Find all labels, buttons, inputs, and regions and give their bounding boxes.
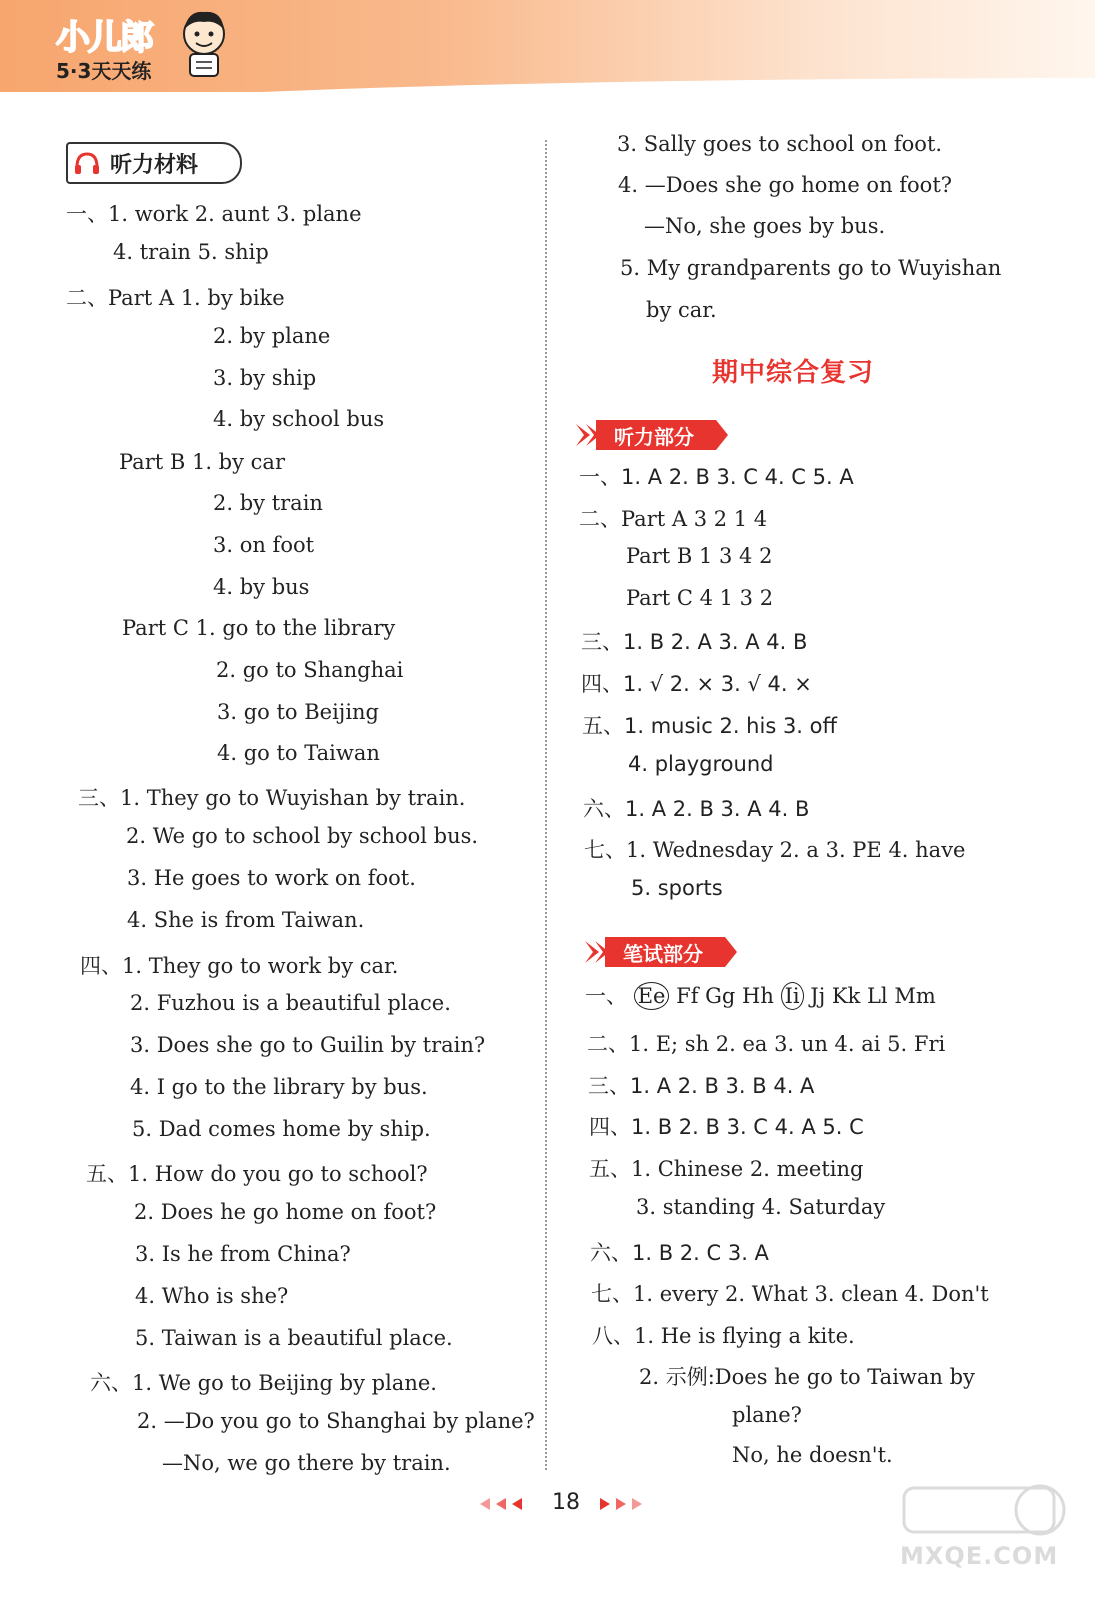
circled-letter: Ii	[781, 982, 804, 1010]
answer-line: 2. by train	[213, 491, 323, 515]
answer-line: 3. He goes to work on foot.	[127, 866, 416, 890]
answer-line: 二、Part A 3 2 1 4	[579, 507, 768, 531]
left-arrows-icon	[480, 1496, 530, 1512]
answer-line: 三、1. B 2. A 3. A 4. B	[581, 630, 808, 654]
column-divider	[545, 140, 547, 1470]
answer-line: —No, we go there by train.	[162, 1451, 451, 1475]
question-number: 一、	[585, 984, 627, 1008]
answer-line: 三、1. They go to Wuyishan by train.	[78, 786, 466, 810]
listening-section-label: 听力部分	[614, 425, 694, 449]
answer-line: plane?	[732, 1403, 802, 1427]
brand-logo	[56, 10, 152, 84]
answer-line: 五、1. music 2. his 3. off	[582, 714, 837, 738]
answer-line: 四、1. They go to work by car.	[80, 954, 399, 978]
answer-line: 六、1. We go to Beijing by plane.	[90, 1371, 437, 1395]
answer-line: 一、1. work 2. aunt 3. plane	[66, 202, 362, 226]
answer-line: 七、1. Wednesday 2. a 3. PE 4. have	[584, 838, 966, 862]
answer-line: 八、1. He is flying a kite.	[592, 1324, 855, 1348]
answer-line: 3. Does she go to Guilin by train?	[130, 1033, 486, 1057]
answer-line: —No, she goes by bus.	[644, 214, 886, 238]
answer-line: Part C 1. go to the library	[122, 616, 396, 640]
answer-line: 5. sports	[631, 876, 723, 900]
page-footer	[480, 1490, 660, 1520]
answer-line: 六、1. A 2. B 3. A 4. B	[583, 797, 810, 821]
answer-line: 四、1. √ 2. × 3. √ 4. ×	[581, 672, 812, 696]
answer-line: 六、1. B 2. C 3. A	[590, 1241, 769, 1265]
answer-line: 4. I go to the library by bus.	[130, 1075, 428, 1099]
answer-line: by car.	[646, 298, 717, 322]
answer-line: 2. by plane	[213, 324, 331, 348]
page-number: 18	[552, 1490, 580, 1515]
answer-line: Part B 1 3 4 2	[626, 544, 773, 568]
answer-line: 3. Is he from China?	[135, 1242, 351, 1266]
headphone-icon	[74, 151, 100, 175]
answer-line: 3. standing 4. Saturday	[636, 1195, 886, 1219]
answer-line: 七、1. every 2. What 3. clean 4. Don't	[591, 1282, 989, 1306]
brand-name: 小儿郎	[56, 18, 152, 58]
answer-line: 4. Who is she?	[135, 1284, 289, 1308]
answer-line: 2. go to Shanghai	[216, 658, 404, 682]
letters: Jj Kk Ll Mm	[810, 984, 936, 1008]
answer-line: 三、1. A 2. B 3. B 4. A	[588, 1074, 815, 1098]
listening-material-label	[66, 142, 242, 184]
answer-line: Part B 1. by car	[119, 450, 285, 474]
answer-line: 4. train 5. ship	[113, 240, 269, 264]
answer-line: 2. —Do you go to Shanghai by plane?	[137, 1409, 535, 1433]
answer-line: 五、1. Chinese 2. meeting	[589, 1157, 864, 1181]
answer-line: 二、1. E; sh 2. ea 3. un 4. ai 5. Fri	[587, 1032, 946, 1056]
section-title: 期中综合复习	[712, 358, 875, 388]
answer-line: 5. Taiwan is a beautiful place.	[135, 1326, 453, 1350]
answer-line: No, he doesn't.	[732, 1443, 893, 1467]
answer-line: 4. go to Taiwan	[217, 741, 380, 765]
answer-line: 四、1. B 2. B 3. C 4. A 5. C	[589, 1115, 864, 1139]
answer-line: 4. by school bus	[213, 407, 385, 431]
watermark-text: MXQE.COM	[900, 1542, 1059, 1570]
letters: Ff Gg Hh	[676, 984, 774, 1008]
answer-line: 3. by ship	[213, 366, 317, 390]
answer-line: 二、Part A 1. by bike	[66, 286, 285, 310]
alphabet-answer-line	[585, 980, 936, 1010]
answer-line: 3. go to Beijing	[217, 700, 380, 724]
brand-subtitle: 5·3天天练	[56, 59, 152, 83]
answer-line: 4. by bus	[213, 575, 310, 599]
pill-text: 听力材料	[110, 153, 199, 178]
mascot-icon	[176, 8, 232, 80]
answer-line: 3. Sally goes to school on foot.	[617, 132, 943, 156]
right-arrows-icon	[600, 1496, 650, 1512]
answer-line: 2. Fuzhou is a beautiful place.	[130, 991, 451, 1015]
circled-letter: Ee	[634, 982, 670, 1010]
answer-line: 4. She is from Taiwan.	[127, 908, 365, 932]
answer-line: 五、1. How do you go to school?	[86, 1162, 428, 1186]
answer-line: 一、1. A 2. B 3. C 4. C 5. A	[579, 465, 854, 489]
answer-line: 2. We go to school by school bus.	[126, 824, 479, 848]
watermark	[900, 1480, 1070, 1580]
answer-line: Part C 4 1 3 2	[626, 586, 774, 610]
answer-line: 4. playground	[628, 752, 774, 776]
answer-line: 4. —Does she go home on foot?	[618, 173, 953, 197]
answer-line: 2. Does he go home on foot?	[134, 1200, 437, 1224]
writing-section-label: 笔试部分	[623, 942, 703, 966]
watermark-logo-icon	[900, 1480, 1070, 1540]
answer-line: 3. on foot	[213, 533, 315, 557]
answer-line: 5. My grandparents go to Wuyishan	[620, 256, 1002, 280]
answer-line: 2. 示例:Does he go to Taiwan by	[639, 1365, 975, 1389]
answer-line: 5. Dad comes home by ship.	[132, 1117, 431, 1141]
